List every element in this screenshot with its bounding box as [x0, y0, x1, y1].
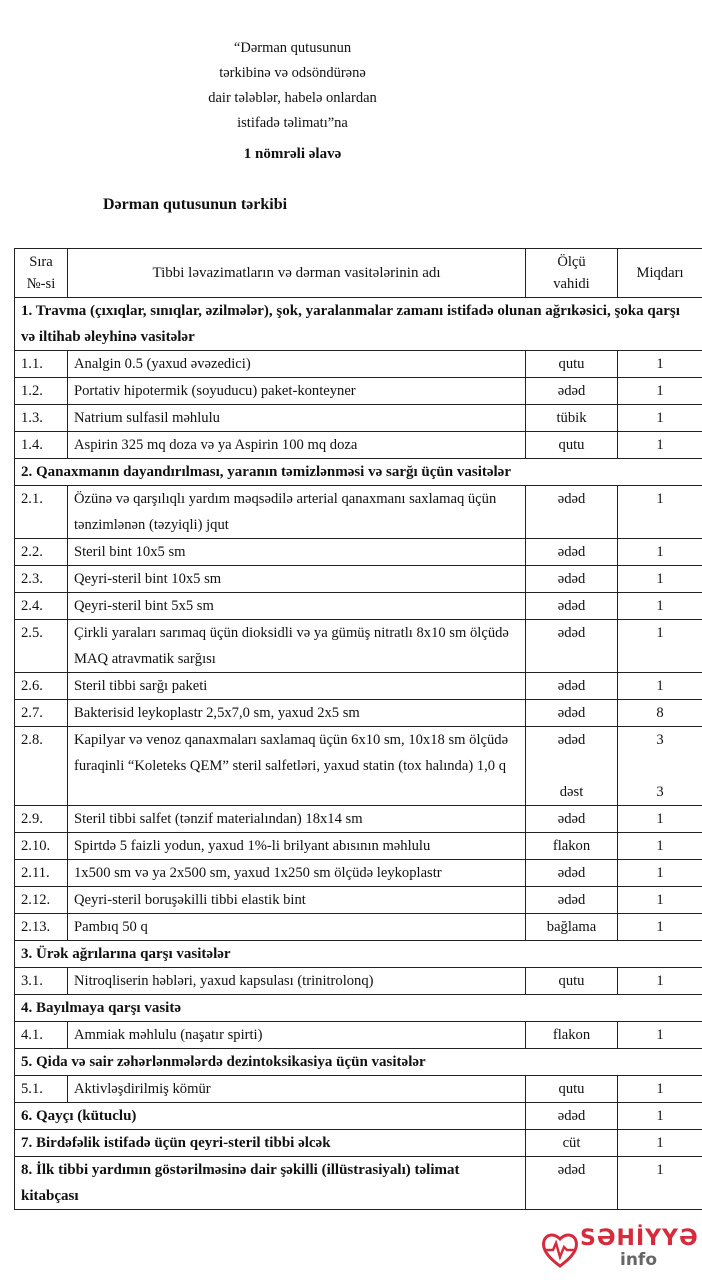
item-unit — [526, 887, 618, 914]
section-item-name: 8. İlk tibbi yardımın göstərilməsinə dair şəkilli (illüstrasiyalı) təlimat kitabçası — [15, 1157, 526, 1210]
unit-value: ədəd — [557, 625, 586, 641]
item-name: Steril tibbi sarğı paketi — [68, 673, 526, 700]
row-number: 2.4. — [15, 593, 68, 620]
section-row — [15, 1049, 702, 1076]
item-name: Çirkli yaraları sarımaq üçün dioksidli və ya gümüş nitratlı 8x10 sm ölçüdə MAQ atravmatik sarğısı — [68, 620, 526, 673]
quantity-value: 1 — [656, 625, 664, 641]
watermark-logo — [540, 1224, 700, 1276]
annex-label: 1 nömrəli əlavə — [243, 146, 342, 162]
row-number: 2.12. — [15, 887, 68, 914]
table-row — [15, 405, 702, 432]
item-name: Ammiak məhlulu (naşatır spirti) — [68, 1022, 526, 1049]
quantity-value: 1 — [656, 571, 664, 587]
quantity-value: 1 — [656, 356, 664, 372]
section-row — [15, 995, 702, 1022]
section-item-row — [15, 1103, 702, 1130]
table-row — [15, 351, 702, 378]
item-quantity — [618, 432, 702, 459]
table-body — [15, 298, 702, 1210]
section-title: 4. Bayılmaya qarşı vasitə — [15, 995, 702, 1022]
document-title: Dərman qutusunun tərkibi — [103, 196, 288, 213]
item-quantity — [618, 860, 702, 887]
item-unit — [526, 968, 618, 995]
quantity-value: 1 — [656, 491, 664, 507]
quantity-value: 1 — [656, 811, 664, 827]
unit-value: flakon — [552, 1027, 591, 1043]
item-name: Nitroqliserin həbləri, yaxud kapsulası (trinitrolonq) — [68, 968, 526, 995]
heart-pulse-icon — [540, 1228, 580, 1272]
item-unit — [526, 566, 618, 593]
quantity-value: 1 — [656, 410, 664, 426]
row-number: 5.1. — [15, 1076, 68, 1103]
quantity-value: 1 — [656, 544, 664, 560]
item-unit — [526, 432, 618, 459]
unit-value: ədəd — [557, 811, 586, 827]
table-row — [15, 566, 702, 593]
quantity-value: 8 — [656, 705, 664, 721]
item-unit — [526, 1022, 618, 1049]
quantity-value: 1 — [656, 973, 664, 989]
reference-header — [150, 36, 435, 136]
unit-value: ədəd — [557, 705, 586, 721]
section-row — [15, 298, 702, 351]
item-name: Pambıq 50 q — [68, 914, 526, 941]
item-quantity — [618, 593, 702, 620]
row-number: 2.10. — [15, 833, 68, 860]
unit-value: ədəd — [557, 598, 586, 614]
row-number: 1.2. — [15, 378, 68, 405]
row-number: 2.3. — [15, 566, 68, 593]
row-number: 2.2. — [15, 539, 68, 566]
item-name: Kapilyar və venoz qanaxmaları saxlamaq üçün 6x10 sm, 10x18 sm ölçüdə furaqinli “Koleteks QEM” steril salfetləri, yaxud statin (tox halında) 1,0 q — [68, 727, 526, 806]
item-unit — [526, 914, 618, 941]
quantity-value: 1 — [656, 892, 664, 908]
unit-value: ədəd — [557, 892, 586, 908]
quantity-value: 1 — [656, 383, 664, 399]
item-quantity — [618, 968, 702, 995]
section-title: 1. Travma (çıxıqlar, sınıqlar, əzilmələr), şok, yaralanmalar zamanı istifadə olunan ağrıkəsici, şoka qarşı və iltihab əleyhinə vasitələr — [15, 298, 702, 351]
row-number: 2.5. — [15, 620, 68, 673]
item-unit — [526, 539, 618, 566]
section-item-row — [15, 1130, 702, 1157]
item-unit — [526, 378, 618, 405]
quantity-value: 1 — [656, 1081, 664, 1097]
table-row — [15, 1076, 702, 1103]
item-unit — [526, 860, 618, 887]
unit-value: bağlama — [546, 919, 597, 935]
unit-value: qutu — [558, 1081, 585, 1097]
item-unit — [526, 727, 618, 806]
table-header-row — [15, 249, 702, 298]
item-unit: ədəd — [526, 1157, 618, 1210]
unit-value: tübik — [556, 410, 587, 426]
row-number: 2.6. — [15, 673, 68, 700]
item-quantity: 1 — [618, 1130, 702, 1157]
table-row — [15, 727, 702, 806]
unit-value: ədəd — [557, 383, 586, 399]
item-unit — [526, 486, 618, 539]
item-quantity — [618, 405, 702, 432]
item-name: Steril bint 10x5 sm — [68, 539, 526, 566]
table-row — [15, 887, 702, 914]
quantity-value: 1 — [656, 598, 664, 614]
unit-value: qutu — [558, 437, 585, 453]
unit-value: ədəd — [557, 678, 586, 694]
kit-table — [14, 248, 702, 1210]
table-row — [15, 1022, 702, 1049]
quantity-value: 1 — [656, 1027, 664, 1043]
reference-line: dair tələblər, habelə onlardan — [208, 90, 377, 106]
item-unit — [526, 833, 618, 860]
unit-value: ədəd — [557, 732, 586, 748]
row-number: 2.1. — [15, 486, 68, 539]
row-number: 2.9. — [15, 806, 68, 833]
item-quantity — [618, 887, 702, 914]
item-unit: ədəd — [526, 1103, 618, 1130]
item-name: Portativ hipotermik (soyuducu) paket-konteyner — [68, 378, 526, 405]
item-quantity: 1 — [618, 1103, 702, 1130]
unit-value: ədəd — [557, 491, 586, 507]
item-name: Özünə və qarşılıqlı yardım məqsədilə arterial qanaxmanı saxlamaq üçün tənzimlənən (təzyiqli) jqut — [68, 486, 526, 539]
section-title: 3. Ürək ağrılarına qarşı vasitələr — [15, 941, 702, 968]
item-name: Aspirin 325 mq doza və ya Aspirin 100 mq doza — [68, 432, 526, 459]
watermark-sub: info — [620, 1250, 658, 1270]
item-unit — [526, 351, 618, 378]
item-unit — [526, 405, 618, 432]
row-number: 1.1. — [15, 351, 68, 378]
table-row — [15, 620, 702, 673]
item-name: 1x500 sm və ya 2x500 sm, yaxud 1x250 sm ölçüdə leykoplastr — [68, 860, 526, 887]
table-row — [15, 914, 702, 941]
item-name: Natrium sulfasil məhlulu — [68, 405, 526, 432]
item-quantity — [618, 806, 702, 833]
quantity-value: 1 — [656, 678, 664, 694]
section-row — [15, 459, 702, 486]
reference-line: tərkibinə və odsöndürənə — [219, 65, 366, 81]
column-header-quantity: Miqdarı — [618, 249, 702, 298]
unit-value: ədəd — [557, 571, 586, 587]
item-quantity — [618, 378, 702, 405]
item-quantity — [618, 486, 702, 539]
item-unit — [526, 593, 618, 620]
section-row — [15, 941, 702, 968]
item-quantity — [618, 1022, 702, 1049]
table-row — [15, 539, 702, 566]
item-quantity — [618, 700, 702, 727]
row-number: 3.1. — [15, 968, 68, 995]
item-unit — [526, 1076, 618, 1103]
table-row — [15, 673, 702, 700]
item-name: Steril tibbi salfet (tənzif materialından) 18x14 sm — [68, 806, 526, 833]
column-header-name: Tibbi ləvazimatların və dərman vasitələrinin adı — [68, 249, 526, 298]
row-number: 1.3. — [15, 405, 68, 432]
item-quantity — [618, 727, 702, 806]
table-row — [15, 432, 702, 459]
quantity-value: 1 — [656, 838, 664, 854]
reference-line: “Dərman qutusunun — [233, 40, 352, 56]
table-row — [15, 968, 702, 995]
reference-line: istifadə təlimatı”na — [237, 115, 348, 131]
table-row — [15, 593, 702, 620]
table-row — [15, 833, 702, 860]
item-quantity — [618, 620, 702, 673]
table-row — [15, 378, 702, 405]
table-row — [15, 700, 702, 727]
item-unit — [526, 700, 618, 727]
unit-value-secondary: dəst — [559, 784, 584, 800]
item-name: Qeyri-steril bint 10x5 sm — [68, 566, 526, 593]
item-quantity — [618, 833, 702, 860]
column-header-number: Sıra №-si — [15, 249, 68, 298]
column-header-unit: Ölçü vahidi — [526, 249, 618, 298]
section-item-name: 6. Qayçı (kütuclu) — [15, 1103, 526, 1130]
row-number: 2.8. — [15, 727, 68, 806]
item-unit — [526, 806, 618, 833]
item-quantity — [618, 351, 702, 378]
item-name: Bakterisid leykoplastr 2,5x7,0 sm, yaxud 2x5 sm — [68, 700, 526, 727]
row-number: 2.11. — [15, 860, 68, 887]
quantity-value: 3 — [656, 732, 664, 748]
table-row — [15, 860, 702, 887]
item-unit — [526, 673, 618, 700]
table-row — [15, 806, 702, 833]
item-name: Spirtdə 5 faizli yodun, yaxud 1%-li brilyant abısının məhlulu — [68, 833, 526, 860]
row-number: 4.1. — [15, 1022, 68, 1049]
row-number: 1.4. — [15, 432, 68, 459]
section-title: 5. Qida və sair zəhərlənmələrdə dezintoksikasiya üçün vasitələr — [15, 1049, 702, 1076]
section-title: 2. Qanaxmanın dayandırılması, yaranın təmizlənməsi və sarğı üçün vasitələr — [15, 459, 702, 486]
item-quantity — [618, 1076, 702, 1103]
table-row — [15, 486, 702, 539]
item-quantity — [618, 566, 702, 593]
unit-value: qutu — [558, 973, 585, 989]
item-name: Aktivləşdirilmiş kömür — [68, 1076, 526, 1103]
section-item-row — [15, 1157, 702, 1210]
quantity-value-secondary: 3 — [656, 784, 664, 800]
unit-value: ədəd — [557, 544, 586, 560]
unit-value: ədəd — [557, 865, 586, 881]
unit-value: qutu — [558, 356, 585, 372]
row-number: 2.13. — [15, 914, 68, 941]
row-number: 2.7. — [15, 700, 68, 727]
section-item-name: 7. Birdəfəlik istifadə üçün qeyri-steril tibbi əlcək — [15, 1130, 526, 1157]
item-name: Qeyri-steril boruşəkilli tibbi elastik bint — [68, 887, 526, 914]
item-name: Qeyri-steril bint 5x5 sm — [68, 593, 526, 620]
item-quantity — [618, 673, 702, 700]
quantity-value: 1 — [656, 437, 664, 453]
watermark-brand: SƏHİYYƏ — [580, 1226, 699, 1251]
unit-value: flakon — [552, 838, 591, 854]
item-quantity — [618, 914, 702, 941]
item-name: Analgin 0.5 (yaxud əvəzedici) — [68, 351, 526, 378]
item-quantity — [618, 539, 702, 566]
item-quantity: 1 — [618, 1157, 702, 1210]
item-unit: cüt — [526, 1130, 618, 1157]
item-unit — [526, 620, 618, 673]
quantity-value: 1 — [656, 919, 664, 935]
quantity-value: 1 — [656, 865, 664, 881]
